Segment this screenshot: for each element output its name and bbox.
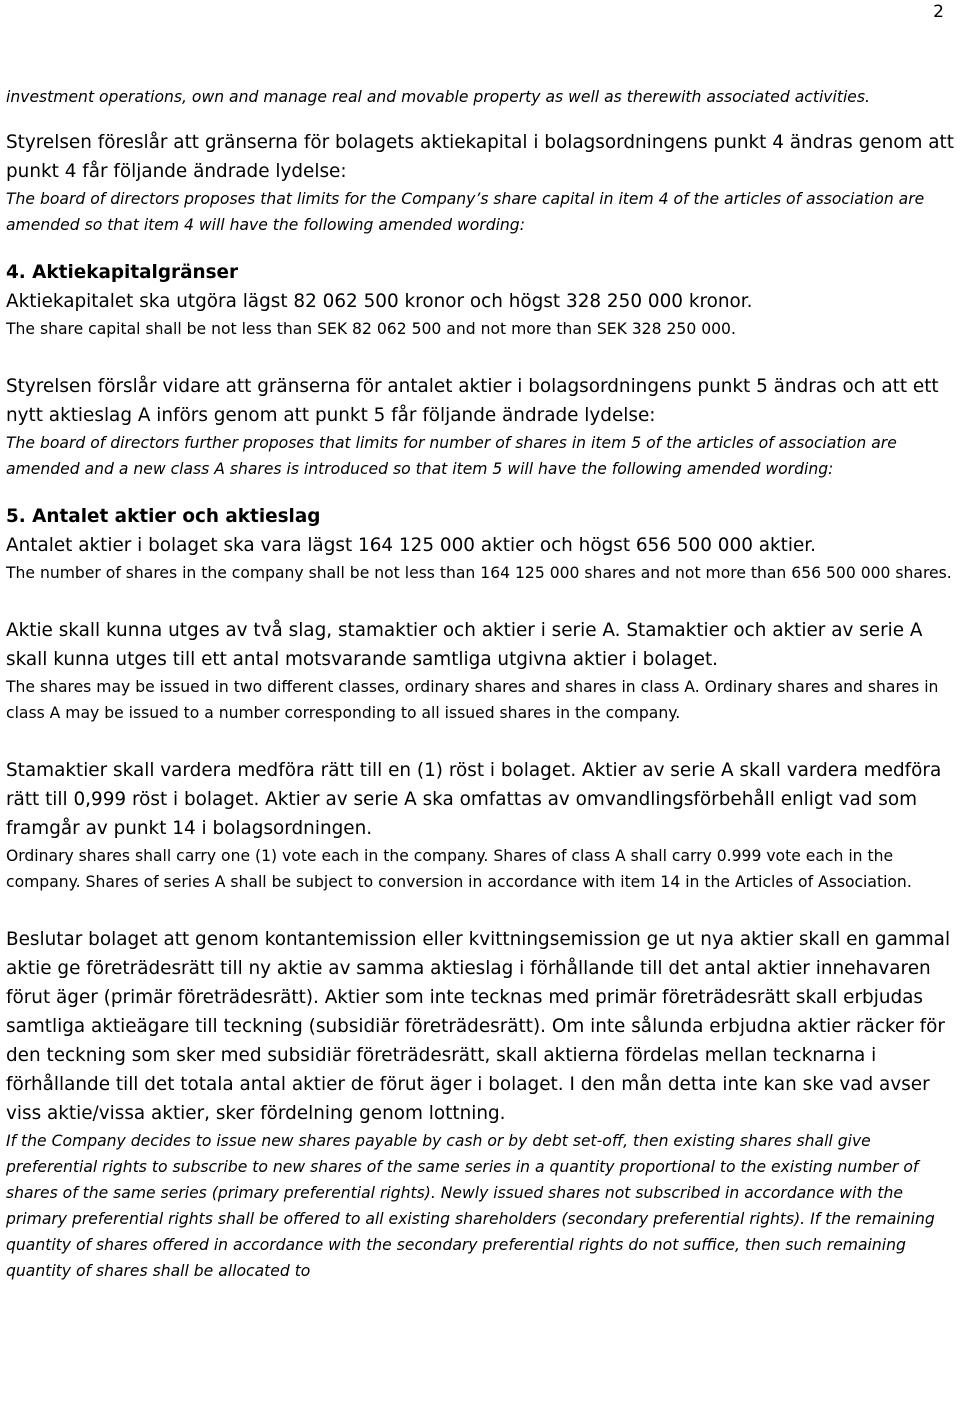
item-4-english: The share capital shall be not less than SEK 82 062 500 and not more than SEK 328 250 000.	[6, 320, 736, 338]
heading-item-4: 4. Aktiekapitalgränser	[6, 262, 239, 283]
preferential-rights-english: If the Company decides to issue new shares payable by cash or by debt set-off, then existing shares shall give preferential rights to subscribe to new shares of the same series in a quantity proportional to the existing number of shares of the same series (primary preferential rights). Newly issued shares not subscribed in accordance with the primary preferential rights shall be offered to all existing shareholders (secondary preferential rights). If the remaining quantity of shares offered in accordance with the secondary preferential rights do not suffice, then such remaining quantity of shares shall be allocated to	[6, 1132, 935, 1280]
item-4-swedish: Aktiekapitalet ska utgöra lägst 82 062 500 kronor och högst 328 250 000 kronor.	[6, 291, 753, 312]
intro-english: investment operations, own and manage real and movable property as well as therewith associated activities.	[6, 88, 870, 106]
page-number: 2	[933, 2, 944, 22]
proposal-shares-swedish: Styrelsen förslår vidare att gränserna för antalet aktier i bolagsordningens punkt 5 ändras och att ett nytt aktieslag A införs genom att punkt 5 får följande ändrade lydelse:	[6, 376, 939, 426]
voting-rights-swedish: Stamaktier skall vardera medföra rätt till en (1) röst i bolaget. Aktier av serie A skall vardera medföra rätt till 0,999 röst i bolaget. Aktier av serie A ska omfattas av omvandlingsförbehåll enligt vad som framgår av punkt 14 i bolagsordningen.	[6, 760, 942, 839]
item-5-swedish: Antalet aktier i bolaget ska vara lägst 164 125 000 aktier och högst 656 500 000 aktier.	[6, 535, 817, 556]
preferential-rights-swedish: Beslutar bolaget att genom kontantemission eller kvittningsemission ge ut nya aktier skall en gammal aktie ge företrädesrätt till ny aktie av samma aktieslag i förhållande till det antal aktier innehavaren förut äger (primär företrädesrätt). Aktier som inte tecknas med primär företrädesrätt skall erbjudas samtliga aktieägare till teckning (subsidiär företrädesrätt). Om inte sålunda erbjudna aktier räcker för den teckning som sker med subsidiär företrädesrätt, skall aktierna fördelas mellan tecknarna i förhållande till det totala antal aktier de förut äger i bolaget. I den mån detta inte kan ske vad avser viss aktie/vissa aktier, sker fördelning genom lottning.	[6, 929, 951, 1124]
proposal-share-capital-english: The board of directors proposes that limits for the Company’s share capital in item 4 of the articles of association are amended so that item 4 will have the following amended wording:	[6, 190, 925, 234]
proposal-shares-english: The board of directors further proposes that limits for number of shares in item 5 of the articles of association are amended and a new class A shares is introduced so that item 5 will have the following amended wording:	[6, 434, 897, 478]
share-classes-swedish: Aktie skall kunna utges av två slag, stamaktier och aktier i serie A. Stamaktier och aktier av serie A skall kunna utges till ett antal motsvarande samtliga utgivna aktier i bolaget.	[6, 620, 923, 670]
heading-item-5: 5. Antalet aktier och aktieslag	[6, 506, 321, 527]
proposal-share-capital-swedish: Styrelsen föreslår att gränserna för bolagets aktiekapital i bolagsordningens punkt 4 ändras genom att punkt 4 får följande ändrade lydelse:	[6, 132, 954, 182]
document-body	[6, 84, 956, 1284]
voting-rights-english: Ordinary shares shall carry one (1) vote each in the company. Shares of class A shall carry 0.999 vote each in the company. Shares of series A shall be subject to conversion in accordance with item 14 in the Articles of Association.	[6, 847, 912, 891]
share-classes-english: The shares may be issued in two different classes, ordinary shares and shares in class A. Ordinary shares and shares in class A may be issued to a number corresponding to all issued shares in the company.	[6, 678, 939, 722]
item-5-english: The number of shares in the company shall be not less than 164 125 000 shares and not more than 656 500 000 shares.	[6, 564, 952, 582]
